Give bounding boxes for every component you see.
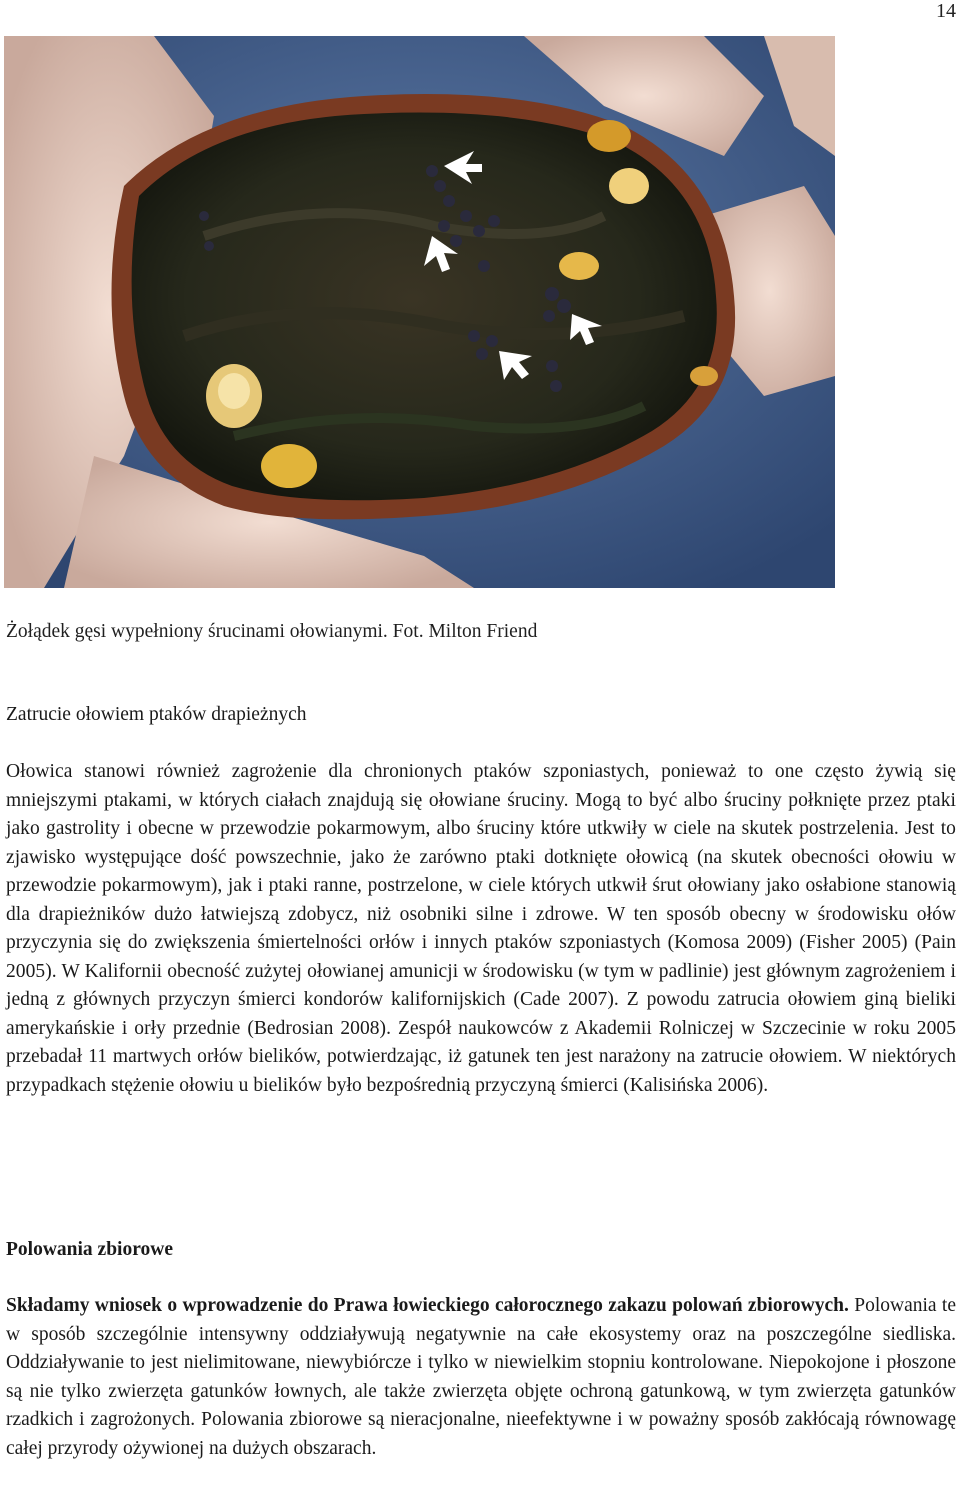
page-number: 14 <box>936 0 956 22</box>
paragraph-body: Polowania te w sposób szczególnie intensywny oddziaływują negatywnie na całe ekosystemy oraz na poszczególne siedliska. Oddziaływanie to jest nielimitowane, niewybiórcze i tylko w niewielkim stopniu kontrolowane. Niepokojone i płoszone są nie tylko zwierzęta gatunków łownych, ale także zwierzęta objęte ochroną gatunkową, w tym zwierzęta gatunków rzadkich i zagrożonych. Polowania zbiorowe są nieracjonalne, nieefektywne i w poważny sposób zakłócają równowagę całej przyrody ożywionej na dużych obszarach. <box>6 1295 956 1459</box>
paragraph-lead-poisoning: Ołowica stanowi również zagrożenie dla chronionych ptaków szponiastych, ponieważ to one często żywią się mniejszymi ptakami, w których ciałach znajdują się ołowiane śruciny. Mogą to być albo śruciny połknięte przez ptaki jako gastrolity i obecne w przewodzie pokarmowym, albo śruciny które utkwiły w ciele na skutek postrzelenia. Jest to zjawisko występujące dość powszechnie, jako że zarówno ptaki dotknięte ołowicą (na skutek obecności ołowiu w przewodzie pokarmowym), jak i ptaki ranne, postrzelone, w ciele których utkwił śrut ołowiany jako osłabione stanowią dla drapieżników dużo łatwiejszą zdobycz, niż osobniki silne i zdrowe. W ten sposób obecny w środowisku ołów przyczynia się do zwiększenia śmiertelności orłów i innych ptaków szponiastych (Komosa 2009) (Fisher 2005) (Pain 2005). W Kalifornii obecność zużytej ołowianej amunicji w środowisku (w tym w padlinie) jest głównym zagrożeniem i jedną z głównych przyczyn śmierci kondorów kalifornijskich (Cade 2007). Z powodu zatrucia ołowiem giną bieliki amerykańskie i orły przednie (Bedrosian 2008). Zespół naukowców z Akademii Rolniczej w Szczecinie w roku 2005 przebadał 11 martwych orłów bielików, potwierdzając, iż gatunek ten jest narażony na zatrucie ołowiem. W niektórych przypadkach stężenie ołowiu u bielików było bezpośrednią przyczyną śmierci (Kalisińska 2006). <box>6 761 956 1096</box>
photo-icon <box>4 36 835 588</box>
section-heading-collective-hunts: Polowania zbiorowe <box>6 1239 174 1260</box>
proposal-lead-text: Składamy wniosek o wprowadzenie do Prawa łowieckiego całorocznego zakazu polowań zbiorowych. <box>6 1295 849 1316</box>
paragraph-collective-hunts <box>6 1292 956 1463</box>
section-title-lead-poisoning: Zatrucie ołowiem ptaków drapieżnych <box>6 704 307 725</box>
figure-caption: Żołądek gęsi wypełniony śrucinami ołowianymi. Fot. Milton Friend <box>6 621 538 642</box>
goose-gizzard-photo <box>4 36 835 588</box>
